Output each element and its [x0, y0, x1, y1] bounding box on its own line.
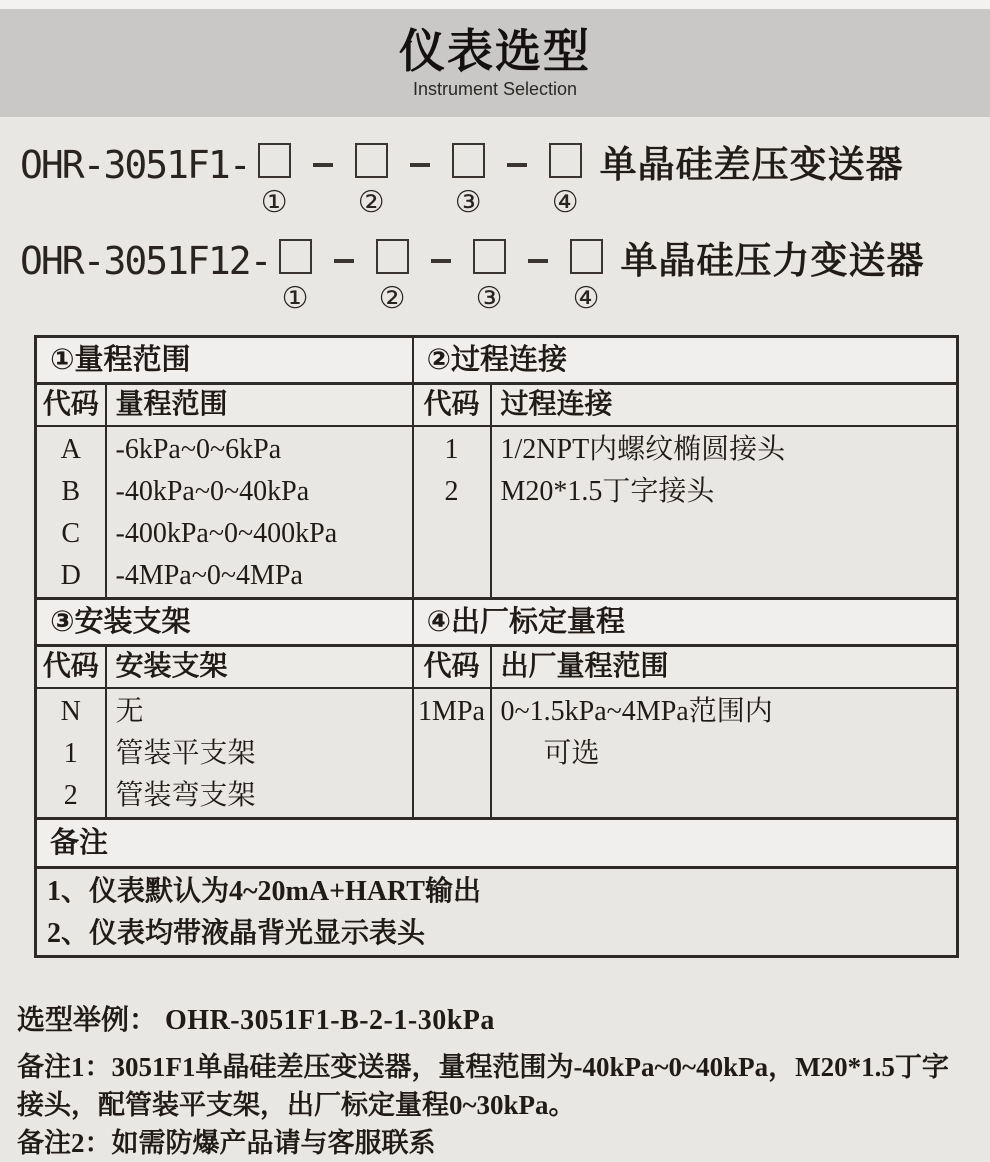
table-cell: A [60, 434, 81, 465]
table-cell: C [61, 518, 81, 549]
footer-note-1-line-1: 备注1：3051F1单晶硅差压变送器，量程范围为-40kPa~0~40kPa，M20*1.5丁字 [17, 1052, 949, 1082]
option-box-1 [258, 143, 291, 178]
column-header-code: 代码 [36, 384, 106, 427]
table-cell: 1/2NPT内螺纹椭圆接头 [500, 434, 786, 465]
page-header [0, 9, 990, 117]
slot-number-1: ① [281, 281, 309, 316]
section-title-bracket: ③安装支架 [36, 599, 413, 646]
table-cell: -400kPa~0~400kPa [115, 518, 338, 549]
page-subtitle: Instrument Selection [412, 79, 578, 99]
option-box-2 [376, 239, 409, 274]
option-box-4 [570, 239, 603, 274]
bracket-desc-cell [106, 688, 413, 819]
calibration-desc-cell [491, 688, 958, 819]
footer-notes [0, 958, 990, 1162]
model-line-differential [20, 143, 990, 219]
top-strip [0, 0, 990, 9]
table-cell: 管装弯支架 [115, 780, 256, 811]
range-code-cell [36, 426, 106, 599]
bracket-code-cell [36, 688, 106, 819]
model-prefix: OHR-3051F1- [20, 143, 250, 187]
table-cell: M20*1.5丁字接头 [500, 476, 715, 507]
table-cell: 1 [444, 434, 459, 465]
footer-note-2: 备注2：如需防爆产品请与客服联系 [17, 1128, 436, 1158]
remark-content [36, 868, 958, 957]
model-prefix: OHR-3051F12- [20, 239, 271, 283]
table-cell: 可选 [543, 738, 600, 769]
column-header-code: 代码 [413, 646, 491, 689]
slot-number-1: ① [260, 185, 288, 220]
selection-example [17, 1002, 990, 1040]
model-slot-2 [355, 143, 388, 219]
model-name: 单晶硅压力变送器 [620, 240, 925, 281]
range-desc-cell [106, 426, 413, 599]
column-header-factory-range: 出厂量程范围 [491, 646, 958, 689]
model-slot-4 [570, 239, 603, 315]
table-cell: N [60, 696, 81, 727]
table-cell: B [61, 476, 81, 507]
column-header-bracket: 安装支架 [106, 646, 413, 689]
table-cell: 2 [63, 780, 78, 811]
column-header-range: 量程范围 [106, 384, 413, 427]
option-box-1 [279, 239, 312, 274]
remark-title: 备注 [36, 819, 958, 868]
table-cell: 2 [444, 476, 459, 507]
model-code-section [0, 117, 990, 315]
table-cell: -4MPa~0~4MPa [115, 560, 303, 591]
table-cell: 1MPa [418, 696, 485, 727]
column-header-code: 代码 [413, 384, 491, 427]
table-cell: 管装平支架 [115, 738, 256, 769]
slot-number-2: ② [357, 185, 385, 220]
table-cell: 0~1.5kPa~4MPa范围内 [500, 696, 773, 727]
connection-desc-cell [491, 426, 958, 599]
dash-separator [507, 163, 527, 167]
option-box-2 [355, 143, 388, 178]
example-label: 选型举例： [17, 1005, 158, 1036]
footer-note-1-line-2: 接头，配管装平支架，出厂标定量程0~30kPa。 [17, 1090, 576, 1120]
remark-line-1: 1、仪表默认为4~20mA+HART输出 [47, 876, 481, 907]
section-title-connection: ②过程连接 [413, 337, 958, 384]
slot-number-4: ④ [572, 281, 600, 316]
table-cell: D [60, 560, 81, 591]
slot-number-4: ④ [551, 185, 579, 220]
model-slot-1 [258, 143, 291, 219]
column-header-connection: 过程连接 [491, 384, 958, 427]
model-slot-3 [473, 239, 506, 315]
section-title-calibration: ④出厂标定量程 [413, 599, 958, 646]
dash-separator [528, 259, 548, 263]
dash-separator [410, 163, 430, 167]
remark-line-2: 2、仪表均带液晶背光显示表头 [47, 918, 426, 949]
dash-separator [334, 259, 354, 263]
table-cell: -40kPa~0~40kPa [115, 476, 310, 507]
calibration-code-cell [413, 688, 491, 819]
option-box-3 [452, 143, 485, 178]
model-slot-3 [452, 143, 485, 219]
table-cell: -6kPa~0~6kPa [115, 434, 282, 465]
option-box-3 [473, 239, 506, 274]
example-value: OHR-3051F1-B-2-1-30kPa [165, 1005, 495, 1036]
slot-number-2: ② [378, 281, 406, 316]
slot-number-3: ③ [454, 185, 482, 220]
model-slot-2 [376, 239, 409, 315]
model-line-pressure [20, 239, 990, 315]
section-title-range: ①量程范围 [36, 337, 413, 384]
table-cell: 1 [63, 738, 78, 769]
column-header-code: 代码 [36, 646, 106, 689]
model-name: 单晶硅差压变送器 [599, 144, 904, 185]
dash-separator [431, 259, 451, 263]
model-slot-4 [549, 143, 582, 219]
model-slot-1 [279, 239, 312, 315]
option-box-4 [549, 143, 582, 178]
dash-separator [313, 163, 333, 167]
connection-code-cell [413, 426, 491, 599]
table-cell: 无 [115, 696, 144, 727]
selection-table [34, 335, 959, 958]
page-title: 仪表选型 [399, 25, 591, 77]
slot-number-3: ③ [475, 281, 503, 316]
